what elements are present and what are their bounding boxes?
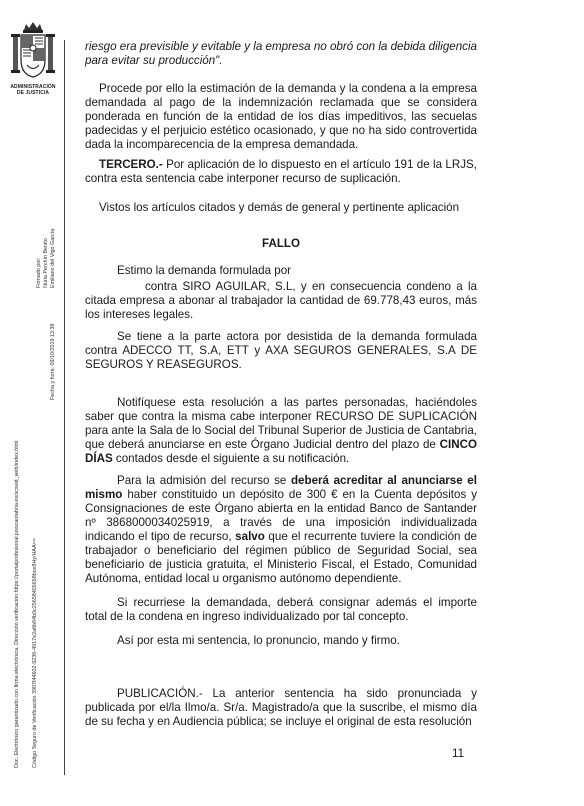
administracion-justicia-logo: [6, 20, 60, 96]
quote-paragraph: riesgo era previsible y evitable y la empresa no obró con la debida diligencia para evitar su producción".: [85, 40, 477, 67]
signer-1: Nuria Perchín Benito: [43, 238, 49, 288]
margin-divider: [64, 40, 65, 775]
estimo-paragraph: contra SIRO AGUILAR, S.L, y en consecuencia condeno a la citada empresa a abonar al trabajador la cantidad de 69.778,43 euros, más los intereses legales.: [85, 280, 477, 321]
admission-text-2: haber constituido un depósito de 300 € en la Cuenta depósitos y Consignaciones de este Órgano abierta en la entidad Banco de Santander nº 3868000034025919, a través de una imposición individualizada indicando el tipo de recurso,: [85, 488, 477, 543]
notification-text-1: Notifíquese esta resolución a las partes personadas, haciéndoles saber que contra la misma cabe interponer RECURSO DE SUPLICACIÓN para ante la Sala de lo Social del Tribunal Superior de Justicia de Cantabria, que deberá anunciarse en este Órgano Judicial dentro del plazo de: [85, 396, 477, 451]
org-line-1: ADMINISTRACIÓN: [10, 84, 56, 90]
electronic-document-note: Doc. Electrónico garantizado con firma electrónica. Dirección verificación:https://portalprofesional.jusscantabria.es/scsvid_web/index.html: [14, 440, 20, 768]
tercero-text: Por aplicación de lo dispuesto en el artículo 191 de la LRJS, contra esta sentencia cabe interponer recurso de suplicación.: [85, 158, 477, 185]
page-number: 11: [452, 747, 465, 760]
org-line-2: DE JUSTICIA: [16, 90, 50, 96]
tercero-label: TERCERO.-: [99, 158, 163, 171]
signature-date-time: Fecha y hora: 09/10/2019 13:38: [50, 323, 56, 400]
verification-code: Código Seguro de Verificación 3907f44602-9236-4917e2a6b84b0c25658405658bce8Hy/HAA==: [32, 538, 38, 768]
admission-text-3: que el recurrente tuviere la condición de trabajador o beneficiario del régimen público de Seguridad Social, sea beneficiario de justicia gratuita, el Ministerio Fiscal, el Estado, Comunidad Autónoma, entidad local u organismo autónomo dependiente.: [85, 530, 477, 585]
notification-text-2: contados desde el siguiente a su notificación.: [112, 452, 350, 465]
desistida-paragraph: Se tiene a la parte actora por desistida de la demanda formulada contra ADECCO TT, S.A, ETT y AXA SEGUROS GENERALES, S.A DE SEGUROS Y REASEGUROS.: [85, 330, 477, 371]
notification-deadline: CINCO DÍAS: [85, 438, 477, 465]
signed-by-label: Firmado por:: [36, 257, 42, 288]
admission-paragraph: [85, 474, 477, 586]
publicacion-paragraph: PUBLICACIÓN.- La anterior sentencia ha sido pronunciada y publicada por el/la Ilmo/a. Sr/a. Magistrado/a que la suscribe, el mismo día de su fecha y en Audiencia pública; se incluye el original de esta resolución: [85, 687, 477, 728]
admission-text-1: Para la admisión del recurso se: [117, 474, 291, 487]
recurriese-paragraph: Si recurriese la demandada, deberá consignar además el importe total de la condena en ingreso individualizado por tal concepto.: [85, 596, 477, 623]
tercero-paragraph: [85, 158, 477, 186]
estimo-line-1: Estimo la demanda formulada por: [117, 264, 291, 277]
spanish-coat-of-arms-icon: [10, 20, 56, 82]
fallo-heading: FALLO: [262, 237, 300, 250]
admission-bold-2: salvo: [235, 530, 265, 543]
notification-paragraph: [85, 396, 477, 466]
vistos-paragraph: Vistos los artículos citados y demás de general y pertinente aplicación: [99, 201, 460, 214]
estimation-paragraph: Procede por ello la estimación de la demanda y la condena a la empresa demandada al pago de la indemnización reclamada que se considera ponderada en función de la entidad de los días impeditivos, las secuelas padecidas y el perjuicio estético ocasionado, y que no ha sido controvertida dada la incomparecencia de la empresa demandada.: [85, 82, 477, 151]
signer-2: Emiliano del Vigo García: [50, 228, 56, 288]
asi-paragraph: Así por esta mi sentencia, lo pronuncio, mando y firmo.: [117, 634, 400, 647]
admission-bold-1: deberá acreditar al anunciarse el mismo: [85, 474, 477, 501]
org-name: [6, 84, 60, 96]
